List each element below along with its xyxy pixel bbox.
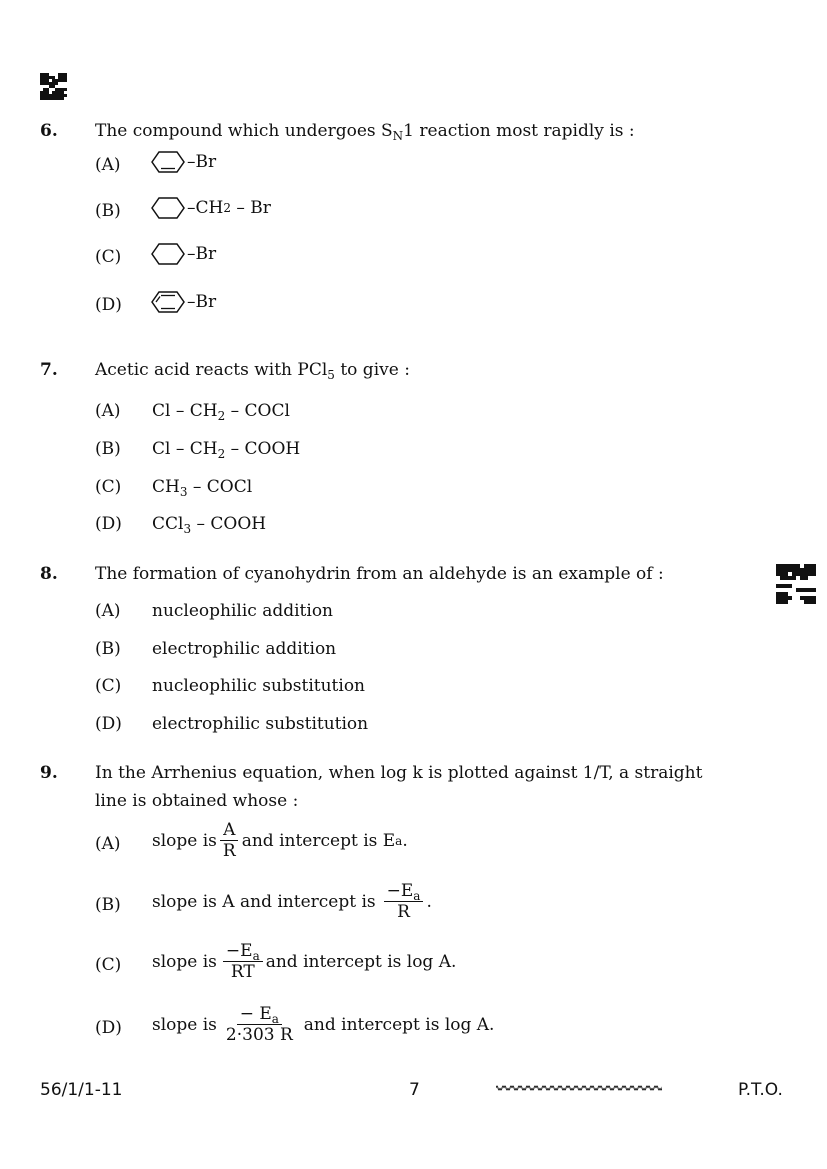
q6-option-b: – CH 2 – Br — [150, 196, 271, 220]
question-9-number: 9. — [40, 763, 58, 783]
question-9-text — [95, 759, 755, 815]
q6-option-c-label: (C) — [95, 247, 122, 267]
benzene-icon — [150, 290, 186, 314]
question-9-line-2: line is obtained whose : — [95, 791, 299, 811]
q9-option-a-label: (A) — [95, 834, 121, 854]
q6-option-c: – Br — [150, 242, 216, 266]
q6-option-a: – Br — [150, 150, 216, 174]
wavy-line-icon — [496, 1082, 662, 1094]
q8-option-a-text: nucleophilic addition — [152, 601, 334, 621]
fraction-minus-ea-over-r: $\frac{-E_a}{R}$ — [384, 881, 424, 922]
cyclohexene-icon — [150, 150, 186, 174]
question-8-number: 8. — [40, 564, 58, 584]
cyclohexane-icon — [150, 242, 186, 266]
q9-option-d-label: (D) — [95, 1018, 122, 1038]
fraction-minus-ea-over-rt: $\frac{-E_a}{RT}$ — [223, 941, 263, 982]
q7-option-b-text: Cl – $CH_2$ – COOH — [152, 439, 301, 461]
q7-option-c-text: $CH_3$ – COCl — [152, 477, 253, 499]
q9-option-c-label: (C) — [95, 955, 122, 975]
q8-option-d-label: (D) — [95, 714, 122, 734]
q9-option-b-label: (B) — [95, 895, 121, 915]
q9-option-a-text: slope is $\frac{A}{R}$ and intercept is E a . — [152, 820, 408, 861]
q6-option-d: – Br — [150, 290, 216, 314]
q7-option-a-label: (A) — [95, 401, 121, 421]
q8-option-a-label: (A) — [95, 601, 121, 621]
q6-option-a-label: (A) — [95, 155, 121, 175]
q7-option-d-text: CCl$_3$ – COOH — [152, 514, 267, 536]
question-9-line-1: In the Arrhenius equation, when log k is plotted against 1/T, a straight — [95, 763, 703, 783]
q9-option-c-text: slope is $\frac{-E_a}{RT}$ and intercept is log A. — [152, 941, 457, 982]
question-6-text: The compound which undergoes $S_N1$ reaction most rapidly is : — [95, 121, 635, 143]
q8-option-b-text: electrophilic addition — [152, 639, 337, 659]
footer-page-number: 7 — [409, 1080, 420, 1100]
q7-option-c-label: (C) — [95, 477, 122, 497]
q6-option-b-label: (B) — [95, 201, 121, 221]
footer-code: 56/1/1-11 — [40, 1080, 123, 1100]
qr-code-right — [776, 564, 816, 604]
cyclohexane-icon — [150, 196, 186, 220]
qr-code-top — [40, 73, 67, 100]
q8-option-d-text: electrophilic substitution — [152, 714, 369, 734]
question-8-text: The formation of cyanohydrin from an aldehyde is an example of : — [95, 564, 664, 584]
fraction-minus-ea-over-2303r: $\frac{- E_a}{2\cdot 303 R}$ — [225, 1004, 293, 1045]
q6-option-d-label: (D) — [95, 295, 122, 315]
q8-option-c-text: nucleophilic substitution — [152, 676, 365, 696]
question-7-text: Acetic acid reacts with PCl$_5$ to give : — [95, 360, 410, 382]
fraction-a-over-r: $\frac{A}{R}$ — [220, 820, 239, 861]
footer-pto: P.T.O. — [738, 1080, 783, 1100]
q7-option-d-label: (D) — [95, 514, 122, 534]
q9-option-d-text: slope is $\frac{- E_a}{2\cdot 303 R}$ and intercept is log A. — [152, 1004, 495, 1045]
question-7-number: 7. — [40, 360, 58, 380]
q9-option-b-text: slope is A and intercept is $\frac{-E_a}{R}$ . — [152, 881, 432, 922]
q7-option-a-text: Cl – $CH_2$ – COCl — [152, 401, 290, 423]
q7-option-b-label: (B) — [95, 439, 121, 459]
question-6-number: 6. — [40, 121, 58, 141]
q8-option-c-label: (C) — [95, 676, 122, 696]
q8-option-b-label: (B) — [95, 639, 121, 659]
